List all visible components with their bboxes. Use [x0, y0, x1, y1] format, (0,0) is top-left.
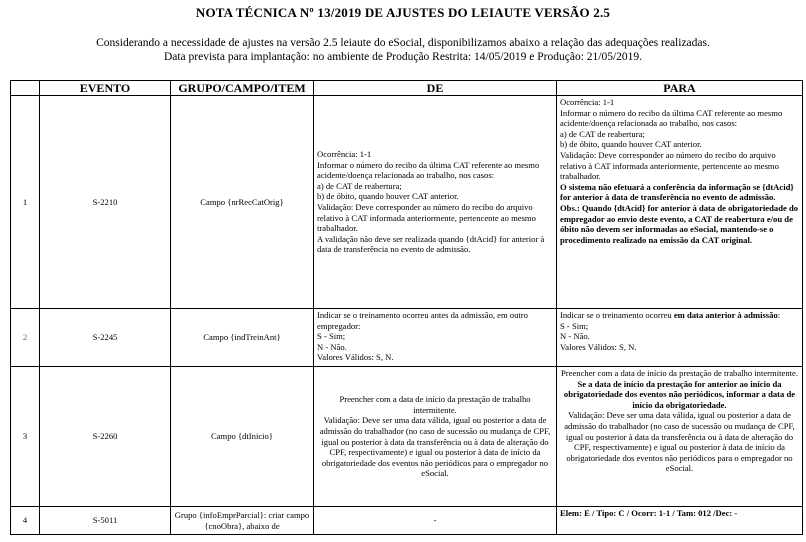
header-evento: EVENTO: [40, 81, 171, 96]
de-line: Informar o número do recibo da última CAT referente ao mesmo acidente/doença relacionada ao trabalho, nos casos:: [317, 159, 540, 181]
header-grupo: GRUPO/CAMPO/ITEM: [171, 81, 314, 96]
row-de: [314, 309, 557, 367]
row-evento: S-2245: [40, 309, 171, 367]
row-grupo: Campo {dtInicio}: [171, 367, 314, 507]
para-line: N - Não.: [560, 331, 590, 342]
para-spec: Elem: E / Tipo: C / Ocorr: 1-1 / Tam: 012 /Dec: -: [560, 508, 738, 518]
row-evento: S-2260: [40, 367, 171, 507]
para-line: a) de CAT de reabertura;: [560, 128, 645, 139]
page-title: NOTA TÉCNICA Nº 13/2019 DE AJUSTES DO LEIAUTE VERSÃO 2.5: [195, 5, 611, 20]
para-intro-text: Indicar se o treinamento ocorreu: [560, 310, 674, 320]
para-intro-end: :: [777, 310, 781, 320]
changes-table: [10, 80, 803, 535]
row-de: [314, 96, 557, 309]
row-para: [557, 96, 803, 309]
de-line: Valores Válidos: S, N.: [317, 352, 394, 363]
de-line: Validação: Deve corresponder ao número do recibo do arquivo relativo à CAT informada anteriormente, pertencente ao mesmo trabalhador.: [317, 202, 536, 234]
row-number: 4: [11, 507, 40, 535]
row-de: -: [314, 507, 557, 535]
de-line: Preencher com a data de início da prestação de trabalho intermitente.: [339, 394, 531, 415]
de-line: b) de óbito, quando houver CAT anterior.: [317, 191, 459, 202]
para-first: [560, 368, 799, 410]
row-para: [557, 367, 803, 507]
para-line: Validação: Deve corresponder ao número do recibo do arquivo relativo à CAT informada anteriormente, pertencente ao mesmo trabalhador.: [560, 149, 779, 182]
para-line: Validação: Deve ser uma data válida, igual ou posterior a data de admissão do trabalhador (no caso de sucessão ou mudança de CPF, igual ou posterior à data da transferência ou à data de alteração do CPF, respectivamente) e igual ou posterior à data de início da obrigatoriedade dos eventos não periódicos para o empregador no eSocial.: [564, 410, 795, 474]
para-first-text: Preencher com a data de início da prestação de trabalho intermitente.: [561, 368, 798, 378]
table-header-row: [11, 81, 803, 96]
header-num: [11, 81, 40, 96]
row-para: [557, 507, 803, 535]
para-line: b) de óbito, quando houver CAT anterior.: [560, 139, 702, 150]
table-row: [11, 309, 803, 367]
table-row: [11, 96, 803, 309]
header-de: DE: [314, 81, 557, 96]
row-grupo: Grupo {infoEmprParcial}: criar campo {cnoObra}, abaixo de: [171, 507, 314, 535]
table-row: [11, 507, 803, 535]
de-line: Indicar se o treinamento ocorreu antes da admissão, em outro empregador:: [317, 310, 528, 331]
para-line-bold: Obs.: Quando {dtAcid} for anterior à data de obrigatoriedade do empregador ao envio deste evento, a CAT de reabertura e/ou de óbito não devem ser informadas ao eSocial, mantendo-se o procedimento realizado na emissão da CAT original.: [560, 202, 799, 245]
row-evento: S-5011: [40, 507, 171, 535]
de-line: Validação: Deve ser uma data válida, igual ou posterior a data de admissão do trabalhador (no caso de sucessão ou mudança de CPF, igual ou posterior à data da transferência ou à data de alteração do CPF, respectivamente) e igual ou posterior à data de início da obrigatoriedade dos eventos não periódicos para o empregador no eSocial.: [319, 415, 551, 479]
de-line: S - Sim;: [317, 331, 346, 342]
para-first-bold: Se a data de início da prestação for anterior ao início da obrigatoriedade dos eventos não periódicos, informar a data de início da obrigatoriedade.: [563, 378, 796, 410]
intro-text: [0, 36, 806, 64]
header-para: PARA: [557, 81, 803, 96]
row-number: 3: [11, 367, 40, 507]
para-line: Ocorrência: 1-1: [560, 97, 615, 107]
intro-line-1: Considerando a necessidade de ajustes na versão 2.5 leiaute do eSocial, disponibilizamos abaixo a relação das adequações realizadas.: [96, 37, 710, 49]
intro-line-2: Data prevista para implantação: no ambiente de Produção Restrita: 14/05/2019 e Produção: 21/05/2019.: [163, 51, 643, 63]
de-line: Ocorrência: 1-1: [317, 149, 372, 160]
row-de: [314, 367, 557, 507]
row-para: [557, 309, 803, 367]
para-line: S - Sim;: [560, 320, 589, 331]
row-grupo: Campo {indTreinAnt}: [171, 309, 314, 367]
para-line: Informar o número do recibo da última CAT referente ao mesmo acidente/doença relacionada ao trabalho, nos casos:: [560, 107, 783, 129]
para-intro-bold: em data anterior à admissão: [673, 310, 778, 320]
row-number: 2: [11, 309, 40, 367]
row-evento: S-2210: [40, 96, 171, 309]
table-row: [11, 367, 803, 507]
row-number: 1: [11, 96, 40, 309]
row-grupo: Campo {nrRecCatOrig}: [171, 96, 314, 309]
de-line: a) de CAT de reabertura;: [317, 180, 402, 191]
para-line: Valores Válidos: S, N.: [560, 341, 637, 352]
de-line: A validação não deve ser realizada quando {dtAcid} for anterior à data de transferência no evento de admissão.: [317, 233, 545, 255]
para-intro: [560, 310, 799, 321]
para-line-bold: O sistema não efetuará a conferência da informação se {dtAcid} for anterior à data de transferência no evento de admissão.: [560, 181, 794, 203]
de-line: N - Não.: [317, 341, 347, 352]
